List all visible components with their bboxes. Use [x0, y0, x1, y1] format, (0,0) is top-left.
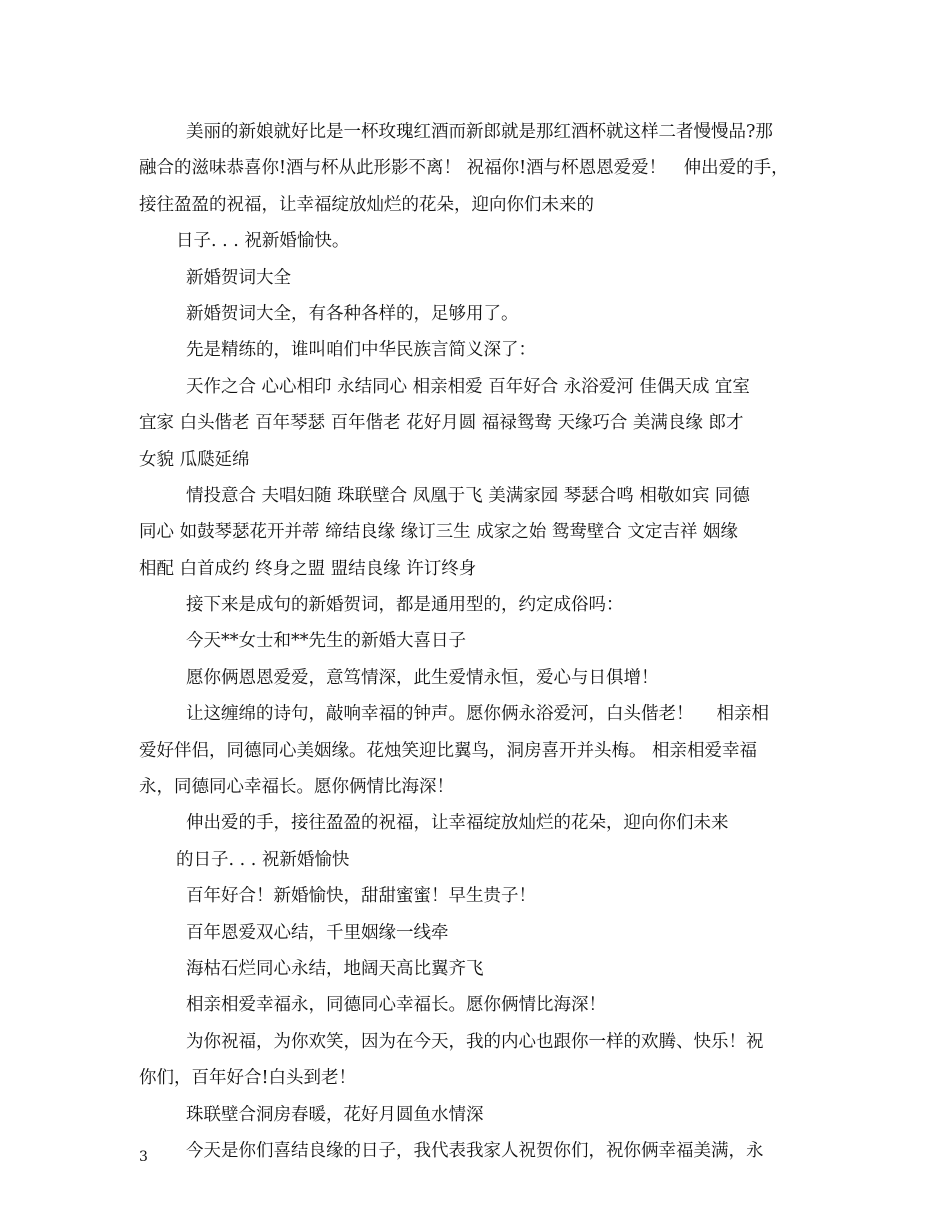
text-line: 融合的滋味恭喜你!酒与杯从此形影不离！ 祝福你!酒与杯恩恩爱爱！ 伸出爱的手，	[139, 158, 789, 179]
text-line: 接下来是成句的新婚贺词，都是通用型的，约定成俗吗：	[186, 595, 624, 616]
text-line: 天作之合 心心相印 永结同心 相亲相爱 百年好合 永浴爱河 佳偶天成 宜室	[186, 376, 750, 397]
text-line: 为你祝福，为你欢笑，因为在今天，我的内心也跟你一样的欢腾、快乐！祝	[186, 1031, 764, 1052]
text-line: 愿你俩恩恩爱爱，意笃情深，此生爱情永恒，爱心与日俱增！	[186, 667, 659, 688]
text-line: 日子. . . 祝新婚愉快。	[176, 231, 350, 252]
text-line: 接往盈盈的祝福，让幸福绽放灿烂的花朵，迎向你们未来的	[139, 194, 594, 215]
text-line: 珠联壁合洞房春暖，花好月圆鱼水情深	[186, 1104, 484, 1125]
text-line: 的日子. . . 祝新婚愉快	[176, 849, 350, 870]
document-body	[139, 114, 829, 1169]
text-line: 女貌 瓜瓞延绵	[139, 449, 250, 470]
text-line: 永，同德同心幸福长。愿你俩情比海深！	[139, 777, 454, 798]
text-line: 情投意合 夫唱妇随 珠联壁合 凤凰于飞 美满家园 琴瑟合鸣 相敬如宾 同德	[186, 485, 750, 506]
text-line: 海枯石烂同心永结，地阔天高比翼齐飞	[186, 958, 484, 979]
page-number: 3	[139, 1149, 148, 1165]
text-line: 新婚贺词大全，有各种各样的，足够用了。	[186, 303, 519, 324]
text-line: 爱好伴侣，同德同心美姻缘。花烛笑迎比翼鸟，洞房喜开并头梅。 相亲相爱幸福	[139, 740, 758, 761]
section-heading: 新婚贺词大全	[186, 267, 291, 288]
text-line: 宜家 白头偕老 百年琴瑟 百年偕老 花好月圆 福禄鸳鸯 天缘巧合 美满良缘 郎才	[139, 413, 744, 434]
text-line: 百年好合！新婚愉快，甜甜蜜蜜！早生贵子！	[186, 886, 536, 907]
text-line: 你们，百年好合!白头到老！	[139, 1068, 357, 1089]
text-line: 同心 如鼓琴瑟花开并蒂 缔结良缘 缘订三生 成家之始 鸳鸯壁合 文定吉祥 姻缘	[139, 522, 738, 543]
text-line: 美丽的新娘就好比是一杯玫瑰红酒而新郎就是那红酒杯就这样二者慢慢品?那	[186, 122, 773, 142]
text-line: 让这缠绵的诗句，敲响幸福的钟声。愿你俩永浴爱河，白头偕老！ 相亲相	[186, 704, 770, 725]
text-line: 今天是你们喜结良缘的日子，我代表我家人祝贺你们，祝你俩幸福美满，永	[186, 1140, 764, 1161]
text-line: 百年恩爱双心结，千里姻缘一线牵	[186, 922, 449, 943]
text-line: 相配 白首成约 终身之盟 盟结良缘 许订终身	[139, 558, 477, 579]
text-line: 今天**女士和**先生的新婚大喜日子	[186, 631, 466, 652]
text-line: 伸出爱的手，接往盈盈的祝福，让幸福绽放灿烂的花朵，迎向你们未来	[186, 813, 729, 834]
text-line: 相亲相爱幸福永，同德同心幸福长。愿你俩情比海深！	[186, 995, 606, 1016]
text-line: 先是精练的，谁叫咱们中华民族言简义深了：	[186, 340, 536, 361]
